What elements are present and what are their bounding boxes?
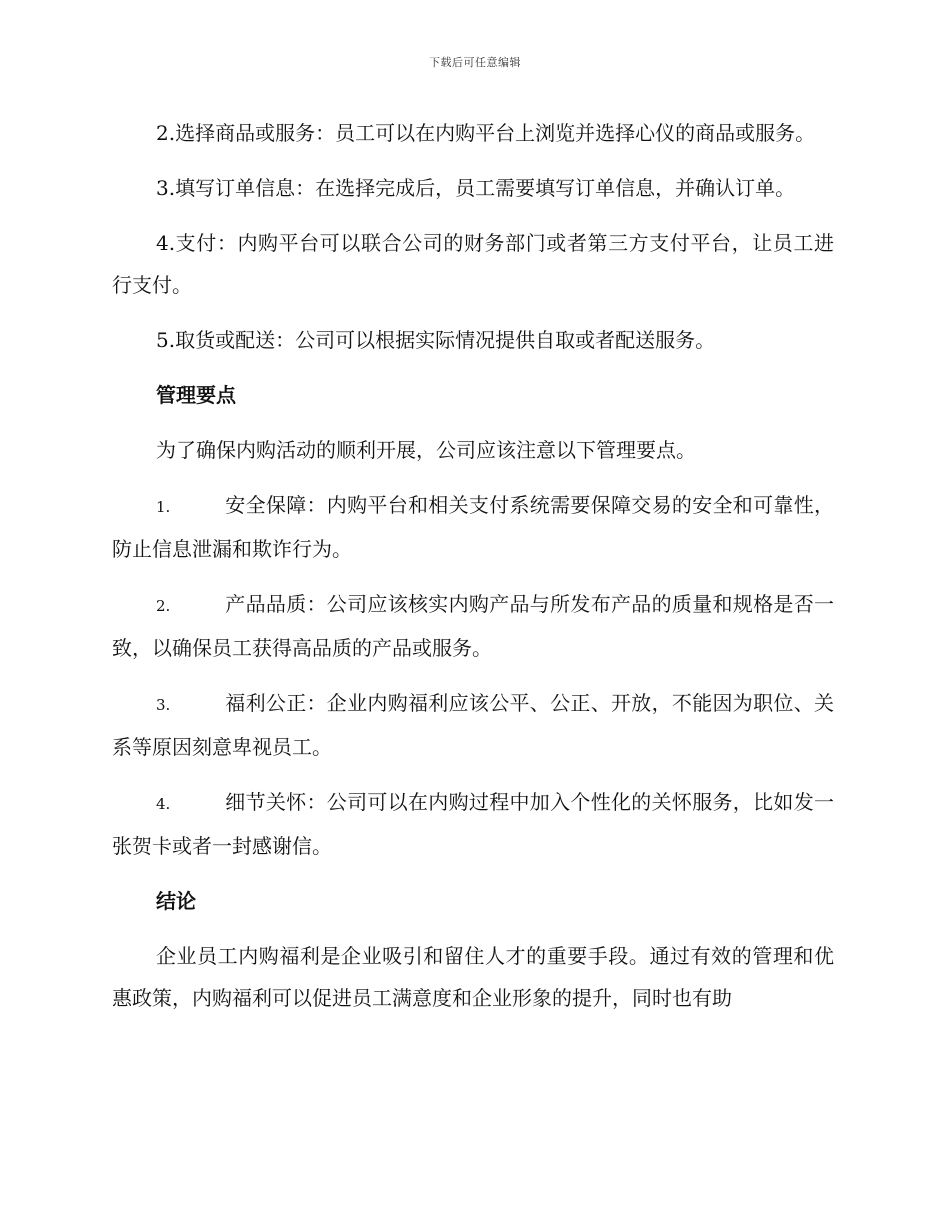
list-number: 4.	[156, 795, 171, 813]
list-text: 细节关怀：公司可以在内购过程中加入个性化的关怀服务，比如发一张贺卡或者一封感谢信。	[112, 790, 834, 858]
document-body	[112, 112, 834, 1032]
management-item-4	[112, 781, 834, 867]
management-item-2	[112, 583, 834, 669]
header-note: 下载后可任意编辑	[429, 56, 521, 69]
list-number: 1.	[156, 498, 171, 516]
step-paragraph-4: 4.支付：内购平台可以联合公司的财务部门或者第三方支付平台，让员工进行支付。	[112, 231, 834, 297]
list-text: 安全保障：内购平台和相关支付系统需要保障交易的安全和可靠性，防止信息泄漏和欺诈行为。	[112, 493, 834, 561]
step-paragraph-5: 5.取货或配送：公司可以根据实际情况提供自取或者配送服务。	[156, 328, 716, 352]
list-text: 福利公正：企业内购福利应该公平、公正、开放，不能因为职位、关系等原因刻意卑视员工。	[112, 691, 834, 759]
management-item-1	[112, 484, 834, 570]
list-number: 3.	[156, 696, 171, 714]
management-item-3	[112, 682, 834, 768]
step-paragraph-2: 2.选择商品或服务：员工可以在内购平台上浏览并选择心仪的商品或服务。	[156, 121, 816, 145]
list-text: 产品品质：公司应该核实内购产品与所发布产品的质量和规格是否一致，以确保员工获得高品质的产品或服务。	[112, 592, 834, 660]
conclusion-heading: 结论	[156, 889, 196, 913]
conclusion-paragraph: 企业员工内购福利是企业吸引和留住人才的重要手段。通过有效的管理和优惠政策，内购福利可以促进员工满意度和企业形象的提升，同时也有助	[112, 944, 834, 1010]
step-paragraph-3: 3.填写订单信息：在选择完成后，员工需要填写订单信息，并确认订单。	[156, 176, 796, 200]
list-number: 2.	[156, 597, 171, 615]
management-intro: 为了确保内购活动的顺利开展，公司应该注意以下管理要点。	[156, 438, 696, 462]
management-heading: 管理要点	[156, 383, 236, 407]
